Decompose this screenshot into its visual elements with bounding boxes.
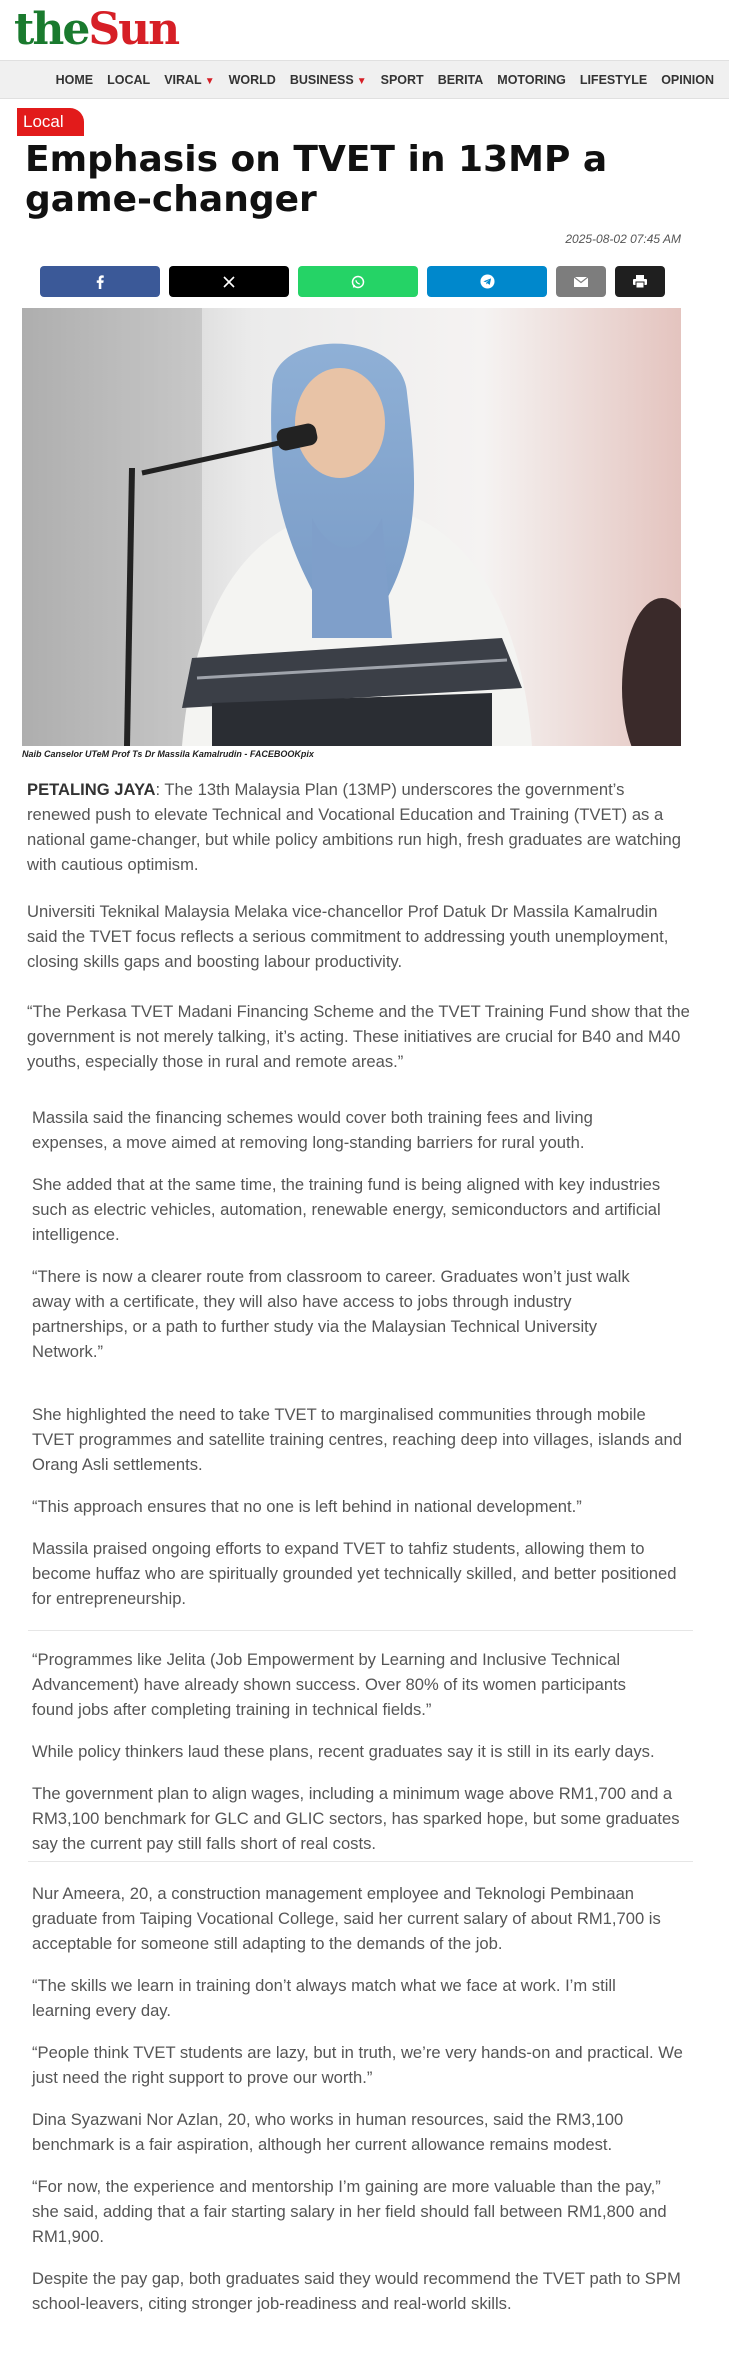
email-icon (574, 277, 588, 287)
print-icon (633, 275, 647, 288)
caret-down-icon: ▼ (204, 75, 215, 87)
nav-label: VIRAL (164, 72, 202, 87)
paragraph: Universiti Teknikal Malaysia Melaka vice-chancellor Prof Datuk Dr Massila Kamalrudin said the TVET focus reflects a serious commitment to addressing youth unemployment, closing skills gaps and boosting labour productivity. (27, 902, 669, 971)
nav-item-business[interactable] (283, 73, 374, 87)
nav-label: BERITA (437, 72, 484, 87)
share-whatsapp-button[interactable] (298, 266, 418, 297)
whatsapp-icon (351, 275, 365, 289)
paragraph: “This approach ensures that no one is left behind in national development.” (32, 1497, 582, 1516)
paragraph: She highlighted the need to take TVET to marginalised communities through mobile TVET programmes and satellite training centres, reaching deep into villages, islands and Orang Asli settlements. (32, 1405, 682, 1474)
nav-label: WORLD (228, 72, 276, 87)
divider (28, 1861, 693, 1862)
nav-label: BUSINESS (289, 72, 354, 87)
paragraph: “The Perkasa TVET Madani Financing Scheme and the TVET Training Fund show that the government is not merely talking, it’s acting. These initiatives are crucial for B40 and M40 youths, especially those in rural and remote areas.” (27, 1002, 690, 1071)
nav-label: MOTORING (497, 72, 566, 87)
nav-label: LOCAL (107, 72, 151, 87)
caret-down-icon: ▼ (356, 75, 367, 87)
facebook-icon (95, 275, 105, 289)
logo-the: the (14, 4, 89, 55)
nav-label: SPORT (380, 72, 424, 87)
main-navigation (0, 60, 729, 99)
nav-item-sport[interactable] (374, 73, 431, 87)
paragraph: Despite the pay gap, both graduates said they would recommend the TVET path to SPM school-leavers, citing stronger job-readiness and real-world skills. (32, 2269, 681, 2313)
article-title: Emphasis on TVET in 13MP a game-changer (25, 139, 608, 220)
share-email-button[interactable] (556, 266, 606, 297)
x-icon (223, 276, 235, 288)
nav-item-viral[interactable] (157, 73, 221, 87)
nav-label: HOME (55, 72, 94, 87)
share-bar (40, 266, 665, 297)
paragraph: Nur Ameera, 20, a construction management employee and Teknologi Pembinaan graduate from Taiping Vocational College, said her current salary of about RM1,700 is acceptable for someone still adapting to the demands of the job. (32, 1884, 661, 1953)
paragraph: “There is now a clearer route from classroom to career. Graduates won’t just walk away with a certificate, they will also have access to jobs through industry partnerships, or a path to further study via the Malaysian Technical University Network.” (32, 1267, 630, 1361)
nav-item-motoring[interactable] (490, 73, 573, 87)
nav-item-home[interactable] (49, 73, 101, 87)
paragraph: She added that at the same time, the training fund is being aligned with key industries such as electric vehicles, automation, renewable energy, semiconductors and artificial intelligence. (32, 1175, 661, 1244)
paragraph: The government plan to align wages, including a minimum wage above RM1,700 and a RM3,100 benchmark for GLC and GLIC sectors, has sparked hope, but some graduates say the current pay still falls short of real costs. (32, 1784, 680, 1853)
nav-item-world[interactable] (222, 73, 283, 87)
article-date: 2025-08-02 07:45 AM (565, 232, 681, 246)
paragraph: “The skills we learn in training don’t always match what we face at work. I’m still learning every day. (32, 1976, 616, 2020)
nav-label: OPINION (661, 72, 714, 87)
lead-text: : The 13th Malaysia Plan (13MP) underscores the government’s renewed push to elevate Technical and Vocational Education and Training (TVET) as a national game-changer, but while policy ambitions run high, fresh graduates are watching with cautious optimism. (27, 780, 681, 874)
lead-paragraph (27, 777, 692, 877)
nav-item-local[interactable] (100, 73, 157, 87)
paragraph: “People think TVET students are lazy, but in truth, we’re very hands-on and practical. We just need the right support to prove our worth.” (32, 2043, 683, 2087)
image-caption: Naib Canselor UTeM Prof Ts Dr Massila Kamalrudin - FACEBOOKpix (22, 749, 314, 759)
paragraph: Dina Syazwani Nor Azlan, 20, who works in human resources, said the RM3,100 benchmark is a fair aspiration, although her current allowance remains modest. (32, 2110, 624, 2154)
paragraph: “For now, the experience and mentorship I’m gaining are more valuable than the pay,” she said, adding that a fair starting salary in her field should fall between RM1,800 and RM1,900. (32, 2177, 667, 2246)
nav-item-berita[interactable] (431, 73, 491, 87)
divider (28, 1630, 693, 1631)
nav-item-opinion[interactable] (654, 73, 721, 87)
paragraph: “Programmes like Jelita (Job Empowerment by Learning and Inclusive Technical Advancement) have already shown success. Over 80% of its women participants found jobs after completing training in technical fields.” (32, 1650, 626, 1719)
logo-sun: Sun (88, 4, 179, 55)
paragraph: While policy thinkers laud these plans, recent graduates say it is still in its early days. (32, 1742, 655, 1761)
share-print-button[interactable] (615, 266, 665, 297)
share-facebook-button[interactable] (40, 266, 160, 297)
category-badge[interactable]: Local (17, 108, 84, 136)
article-hero-image (22, 308, 681, 746)
site-logo[interactable] (14, 4, 179, 55)
dateline: PETALING JAYA (27, 780, 156, 799)
speaker-photo (22, 308, 681, 746)
share-telegram-button[interactable] (427, 266, 547, 297)
nav-label: LIFESTYLE (579, 72, 648, 87)
paragraph: Massila said the financing schemes would cover both training fees and living expenses, a move aimed at removing long-standing barriers for rural youth. (32, 1108, 593, 1152)
nav-item-lifestyle[interactable] (573, 73, 654, 87)
paragraph: Massila praised ongoing efforts to expand TVET to tahfiz students, allowing them to become huffaz who are spiritually grounded yet technically skilled, and better positioned for entrepreneurship. (32, 1539, 677, 1608)
share-x-button[interactable] (169, 266, 289, 297)
telegram-icon (480, 274, 495, 289)
